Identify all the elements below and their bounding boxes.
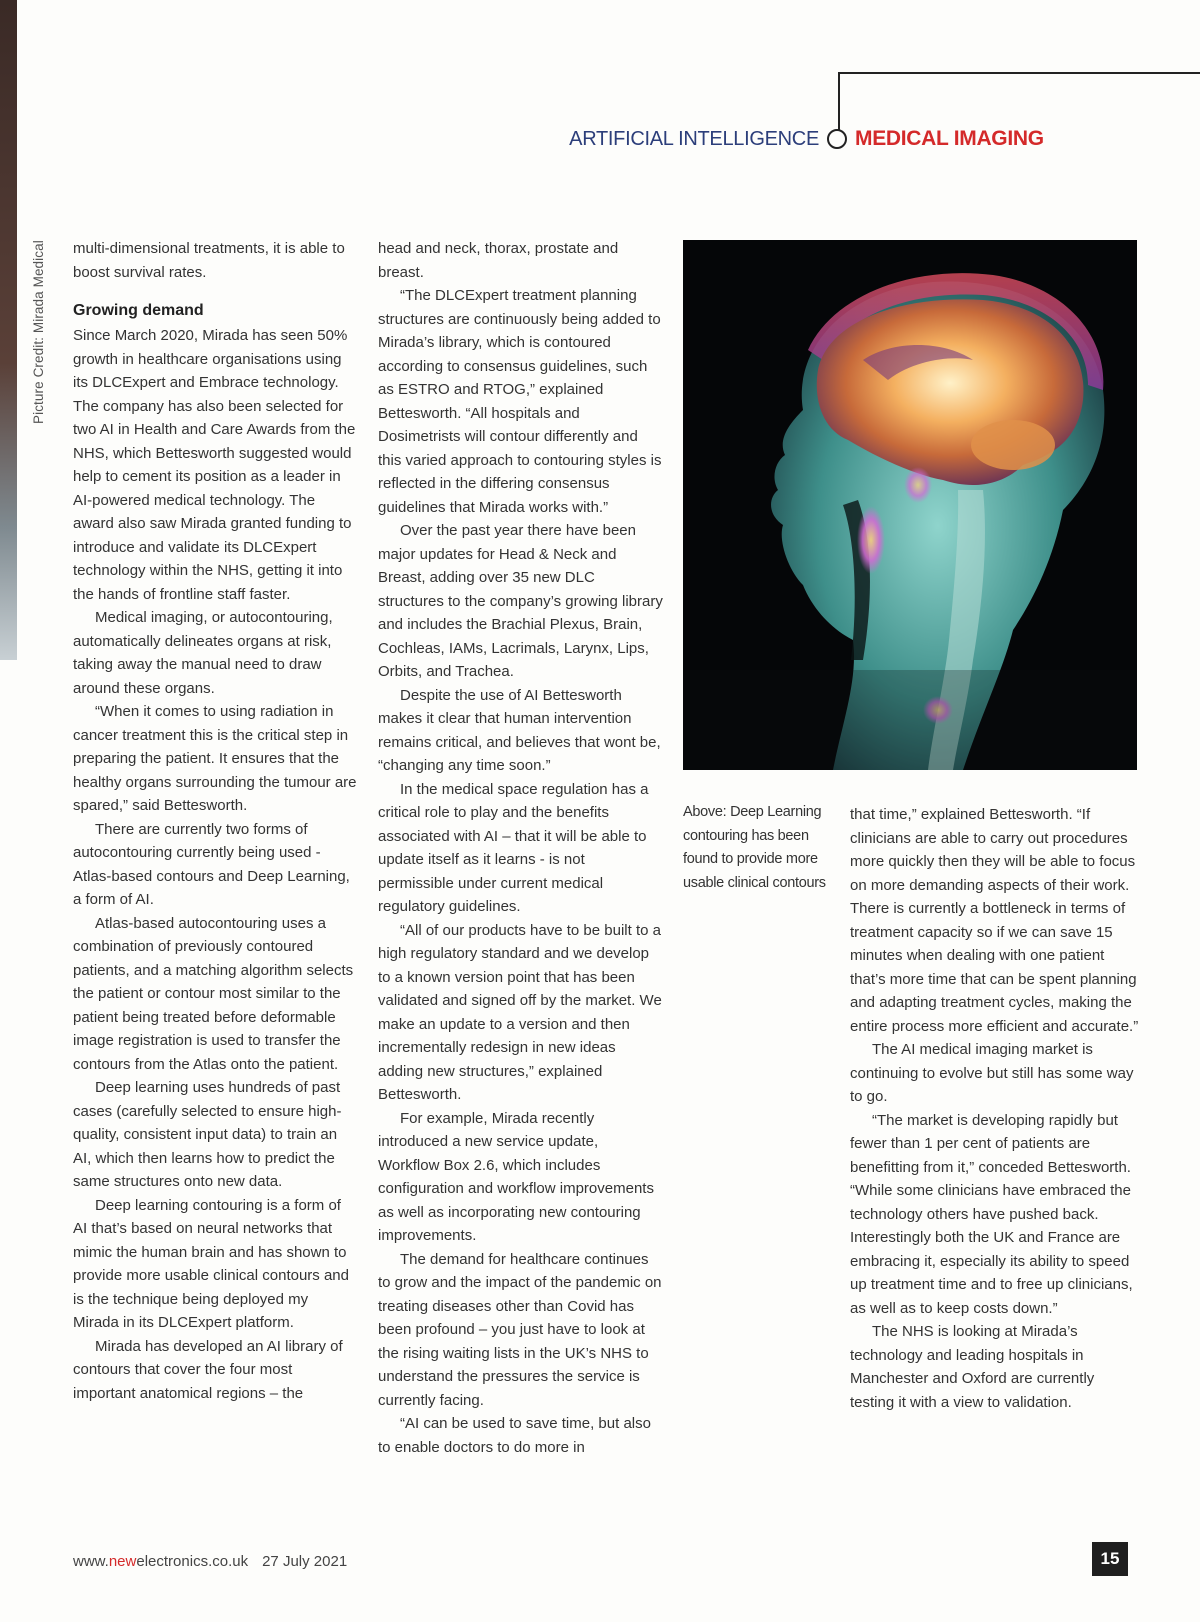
paragraph: Medical imaging, or autocontouring, automatically delineates organs at risk, taking away the manual need to draw around these organs. bbox=[73, 609, 333, 697]
paragraph: “The DLCExpert treatment planning structures are continuously being added to Mirada’s library, which is contoured according to consensus guidelines, such as ESTRO and RTOG,” explained Bettesworth. “All hospitals and Dosimetrists will contour differently and this varied approach to contouring styles is reflected in the differing consensus guidelines that Mirada works with.” bbox=[378, 287, 662, 516]
paragraph: Atlas-based autocontouring uses a combination of previously contoured patients, and a matching algorithm selects the patient or contour most similar to the patient being treated before deformable image registration is used to transfer the contours from the Atlas onto the patient. bbox=[73, 914, 354, 1073]
article-column-2 bbox=[378, 237, 663, 1459]
url-suffix: electronics.co.uk bbox=[136, 1553, 249, 1570]
header-rule bbox=[838, 72, 1200, 74]
url-prefix: www. bbox=[73, 1553, 109, 1570]
subheading: Growing demand bbox=[73, 302, 204, 319]
paragraph: Since March 2020, Mirada has seen 50% growth in healthcare organisations using its DLCExpert and Embrace technology. The company has also been selected for two AI in Health and Care Awards from the NHS, which Bettesworth suggested would help to cement its position as a leader in AI-powered medical technology. The award also saw Mirada granted funding to introduce and validate its DLCExpert technology within the NHS, getting it into the hands of frontline staff faster. bbox=[73, 327, 356, 603]
issue-date: 27 July 2021 bbox=[262, 1553, 348, 1570]
paragraph: Despite the use of AI Bettesworth makes it clear that human intervention remains critical, and believes that wont be, “changing any time soon.” bbox=[378, 686, 661, 774]
url-brand: new bbox=[108, 1553, 137, 1570]
paragraph: “When it comes to using radiation in cancer treatment this is the critical step in preparing the patient. It ensures that the healthy organs surrounding the tumour are spared,” said Bettesworth. bbox=[73, 703, 357, 814]
paragraph: head and neck, thorax, prostate and breast. bbox=[378, 240, 619, 281]
paragraph: The AI medical imaging market is continuing to evolve but still has some way to go. bbox=[850, 1041, 1134, 1105]
paragraph: Deep learning contouring is a form of AI that’s based on neural networks that mimic the human brain and has shown to provide more usable clinical contours and is the technique being deployed my Mirada in its DLCExpert platform. bbox=[73, 1196, 349, 1331]
article-column-3 bbox=[850, 803, 1140, 1414]
paragraph: The demand for healthcare continues to grow and the impact of the pandemic on treating diseases other than Covid has been profound – you just have to look at the rising waiting lists in the UK’s NHS to understand the pressures the service is currently facing. bbox=[378, 1250, 662, 1409]
picture-credit: Picture Credit: Mirada Medical bbox=[31, 240, 46, 424]
paragraph: For example, Mirada recently introduced a new service update, Workflow Box 2.6, which includes configuration and workflow improvements as well as incorporating new contouring improvements. bbox=[378, 1109, 654, 1244]
topic-label: MEDICAL IMAGING bbox=[855, 127, 1044, 150]
image-caption: Above: Deep Learning contouring has been found to provide more usable clinical contours bbox=[683, 804, 826, 891]
paragraph: multi-dimensional treatments, it is able to boost survival rates. bbox=[73, 240, 345, 281]
mri-pet-scan-image bbox=[683, 240, 1137, 770]
paragraph: “All of our products have to be built to a high regulatory standard and we develop to a known version point that has been validated and signed off by the market. We make an update to a version and then incrementally redesign in new ideas adding new structures,” explained Bettesworth. bbox=[378, 921, 662, 1103]
article-column-1 bbox=[73, 237, 358, 1405]
paragraph: There are currently two forms of autocontouring currently being used - Atlas-based contours and Deep Learning, a form of AI. bbox=[73, 820, 350, 908]
header-circle-icon bbox=[827, 129, 847, 149]
paragraph: “The market is developing rapidly but fewer than 1 per cent of patients are benefitting from it,” conceded Bettesworth. “While some clinicians have embraced the technology others have pushed back. Interestingly both the UK and France are embracing it, especially its ability to speed up treatment time and to free up clinicians, as well as to keep costs down.” bbox=[850, 1111, 1133, 1317]
page-number: 15 bbox=[1092, 1542, 1128, 1576]
paragraph: that time,” explained Bettesworth. “If clinicians are able to carry out procedures more quickly then they will be able to focus on more demanding aspects of their work. There is currently a bottleneck in terms of treatment capacity so if we can save 15 minutes when dealing with one patient that’s more time that can be spent planning and adapting treatment cycles, making the entire process more efficient and accurate.” bbox=[850, 806, 1139, 1035]
section-label: ARTIFICIAL INTELLIGENCE bbox=[569, 128, 819, 150]
paragraph: “AI can be used to save time, but also to enable doctors to do more in bbox=[378, 1415, 651, 1456]
paragraph: Deep learning uses hundreds of past cases (carefully selected to ensure high-quality, consistent input data) to train an AI, which then learns how to predict the same structures onto new data. bbox=[73, 1079, 342, 1190]
paragraph: Over the past year there have been major updates for Head & Neck and Breast, adding over 35 new DLC structures to the company’s growing library and includes the Brachial Plexus, Brain, Cochleas, IAMs, Lacrimals, Larynx, Lips, Orbits, and Trachea. bbox=[378, 522, 663, 680]
header-rule-vertical bbox=[838, 72, 840, 134]
paragraph: In the medical space regulation has a critical role to play and the benefits associated with AI – that it will be able to update itself as it learns - is not permissible under current medical regulatory guidelines. bbox=[378, 780, 649, 915]
paragraph: Mirada has developed an AI library of contours that cover the four most important anatomical regions – the bbox=[73, 1337, 343, 1402]
footer-website bbox=[73, 1553, 347, 1570]
left-photo-edge bbox=[0, 0, 17, 660]
paragraph: The NHS is looking at Mirada’s technology and leading hospitals in Manchester and Oxford are currently testing it with a view to validation. bbox=[850, 1323, 1095, 1411]
